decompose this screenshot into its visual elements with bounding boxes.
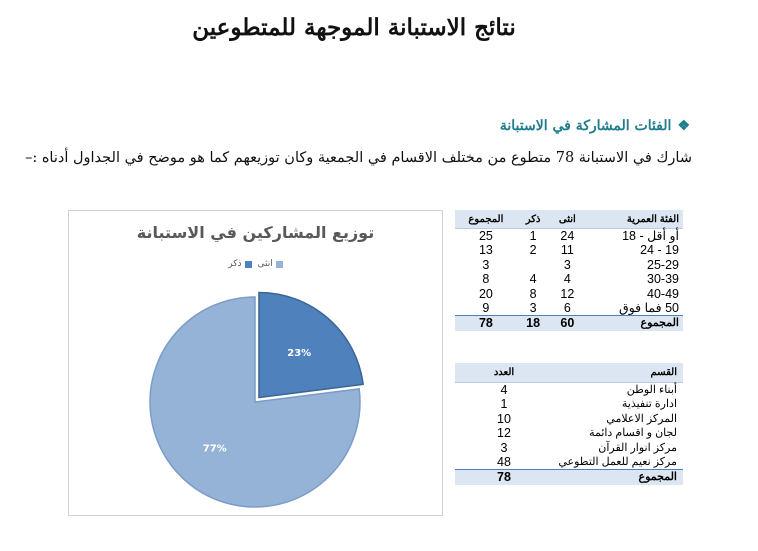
dept-cell-count: 3 xyxy=(500,440,508,455)
age-total-row xyxy=(455,316,683,331)
age-cell-group: أو أقل - 18 xyxy=(622,229,679,243)
age-cell-group: 19 - 24 xyxy=(640,243,679,258)
dept-total-count: 78 xyxy=(455,470,553,485)
dept-total-row xyxy=(455,470,683,485)
dept-cell-count: 1 xyxy=(500,397,508,412)
page-title: نتائج الاستبانة الموجهة للمتطوعين xyxy=(192,14,516,41)
age-header-female: انثى xyxy=(549,210,585,229)
table-row xyxy=(455,287,683,301)
age-total-male: 18 xyxy=(517,316,550,331)
diamond-bullet-icon: ❖ xyxy=(677,118,690,134)
age-cell-female: 4 xyxy=(563,272,571,287)
age-cell-group: 50 فما فوق xyxy=(619,301,679,316)
age-group-table xyxy=(455,210,683,331)
section-heading xyxy=(500,118,690,134)
age-cell-male: 1 xyxy=(529,229,537,243)
dept-cell-count: 48 xyxy=(497,455,511,470)
age-total-female: 60 xyxy=(549,316,585,331)
age-cell-male: 4 xyxy=(529,272,537,287)
age-header-male: ذكر xyxy=(517,210,550,229)
department-table xyxy=(455,363,683,485)
table-row xyxy=(455,229,683,244)
age-cell-male: 3 xyxy=(529,301,537,316)
age-cell-female: 3 xyxy=(563,257,571,272)
table-row xyxy=(455,383,683,398)
age-cell-female: 24 xyxy=(560,229,575,243)
table-row xyxy=(455,426,683,440)
pie-chart xyxy=(68,210,443,516)
dept-cell-count: 10 xyxy=(497,411,511,426)
section-heading-text: الفئات المشاركة في الاستبانة xyxy=(499,118,672,134)
table-row xyxy=(455,243,683,257)
age-cell-male: 8 xyxy=(529,286,537,301)
dept-header-count: العدد xyxy=(455,363,553,383)
table-row xyxy=(455,258,683,272)
table-row xyxy=(455,301,683,316)
dept-cell-name: مركز انوار القرآن xyxy=(598,441,677,454)
dept-cell-name: مركز نعيم للعمل التطوعي xyxy=(558,456,677,469)
table-row xyxy=(455,412,683,426)
pie-data-label: 77% xyxy=(202,443,227,455)
pie-slice-male xyxy=(259,292,363,397)
dept-cell-name: ادارة تنفيذية xyxy=(621,398,677,411)
age-header-group: الفئة العمرية xyxy=(585,210,683,229)
age-cell-group: 30-39 xyxy=(647,272,679,287)
dept-cell-count: 12 xyxy=(497,426,511,441)
table-row xyxy=(455,272,683,286)
age-cell-total: 13 xyxy=(478,243,493,258)
age-cell-female: 12 xyxy=(560,286,575,301)
table-row xyxy=(455,455,683,470)
age-cell-total: 3 xyxy=(482,257,490,272)
dept-table-header-row xyxy=(455,363,683,383)
table-row xyxy=(455,397,683,411)
pie-plot-area xyxy=(69,211,444,517)
age-total-group: المجموع xyxy=(585,316,683,331)
legend-label-male: ذكر xyxy=(228,259,242,269)
chart-title: توزيع المشاركين في الاستبانة xyxy=(136,223,375,242)
dept-total-name: المجموع xyxy=(553,470,683,485)
dept-cell-count: 4 xyxy=(500,383,508,397)
intro-paragraph: شارك في الاستبانة 78 متطوع من مختلف الاقسام في الجمعية وكان توزيعهم كما هو موضح في الجداول أدناه :– xyxy=(25,150,692,166)
pie-data-label: 23% xyxy=(287,347,312,359)
age-total-total: 78 xyxy=(455,316,517,331)
age-cell-male: 2 xyxy=(529,243,537,258)
age-cell-male xyxy=(517,258,550,272)
age-cell-total: 9 xyxy=(482,301,490,316)
age-cell-female: 6 xyxy=(563,301,571,316)
dept-cell-name: المركز الاعلامي xyxy=(606,412,677,425)
dept-header-name: القسم xyxy=(553,363,683,383)
age-header-total: المجموع xyxy=(455,210,517,229)
age-cell-group: 40-49 xyxy=(647,286,679,301)
age-cell-total: 25 xyxy=(478,229,493,243)
age-table-header-row xyxy=(455,210,683,229)
age-cell-total: 20 xyxy=(478,286,493,301)
age-cell-total: 8 xyxy=(482,272,490,287)
legend-label-female: انثى xyxy=(257,259,273,269)
dept-cell-name: أبناء الوطن xyxy=(626,384,677,396)
dept-cell-name: لجان و اقسام دائمة xyxy=(589,427,677,440)
age-cell-female: 11 xyxy=(560,243,574,258)
table-row xyxy=(455,441,683,455)
age-cell-group: 25-29 xyxy=(647,257,679,272)
